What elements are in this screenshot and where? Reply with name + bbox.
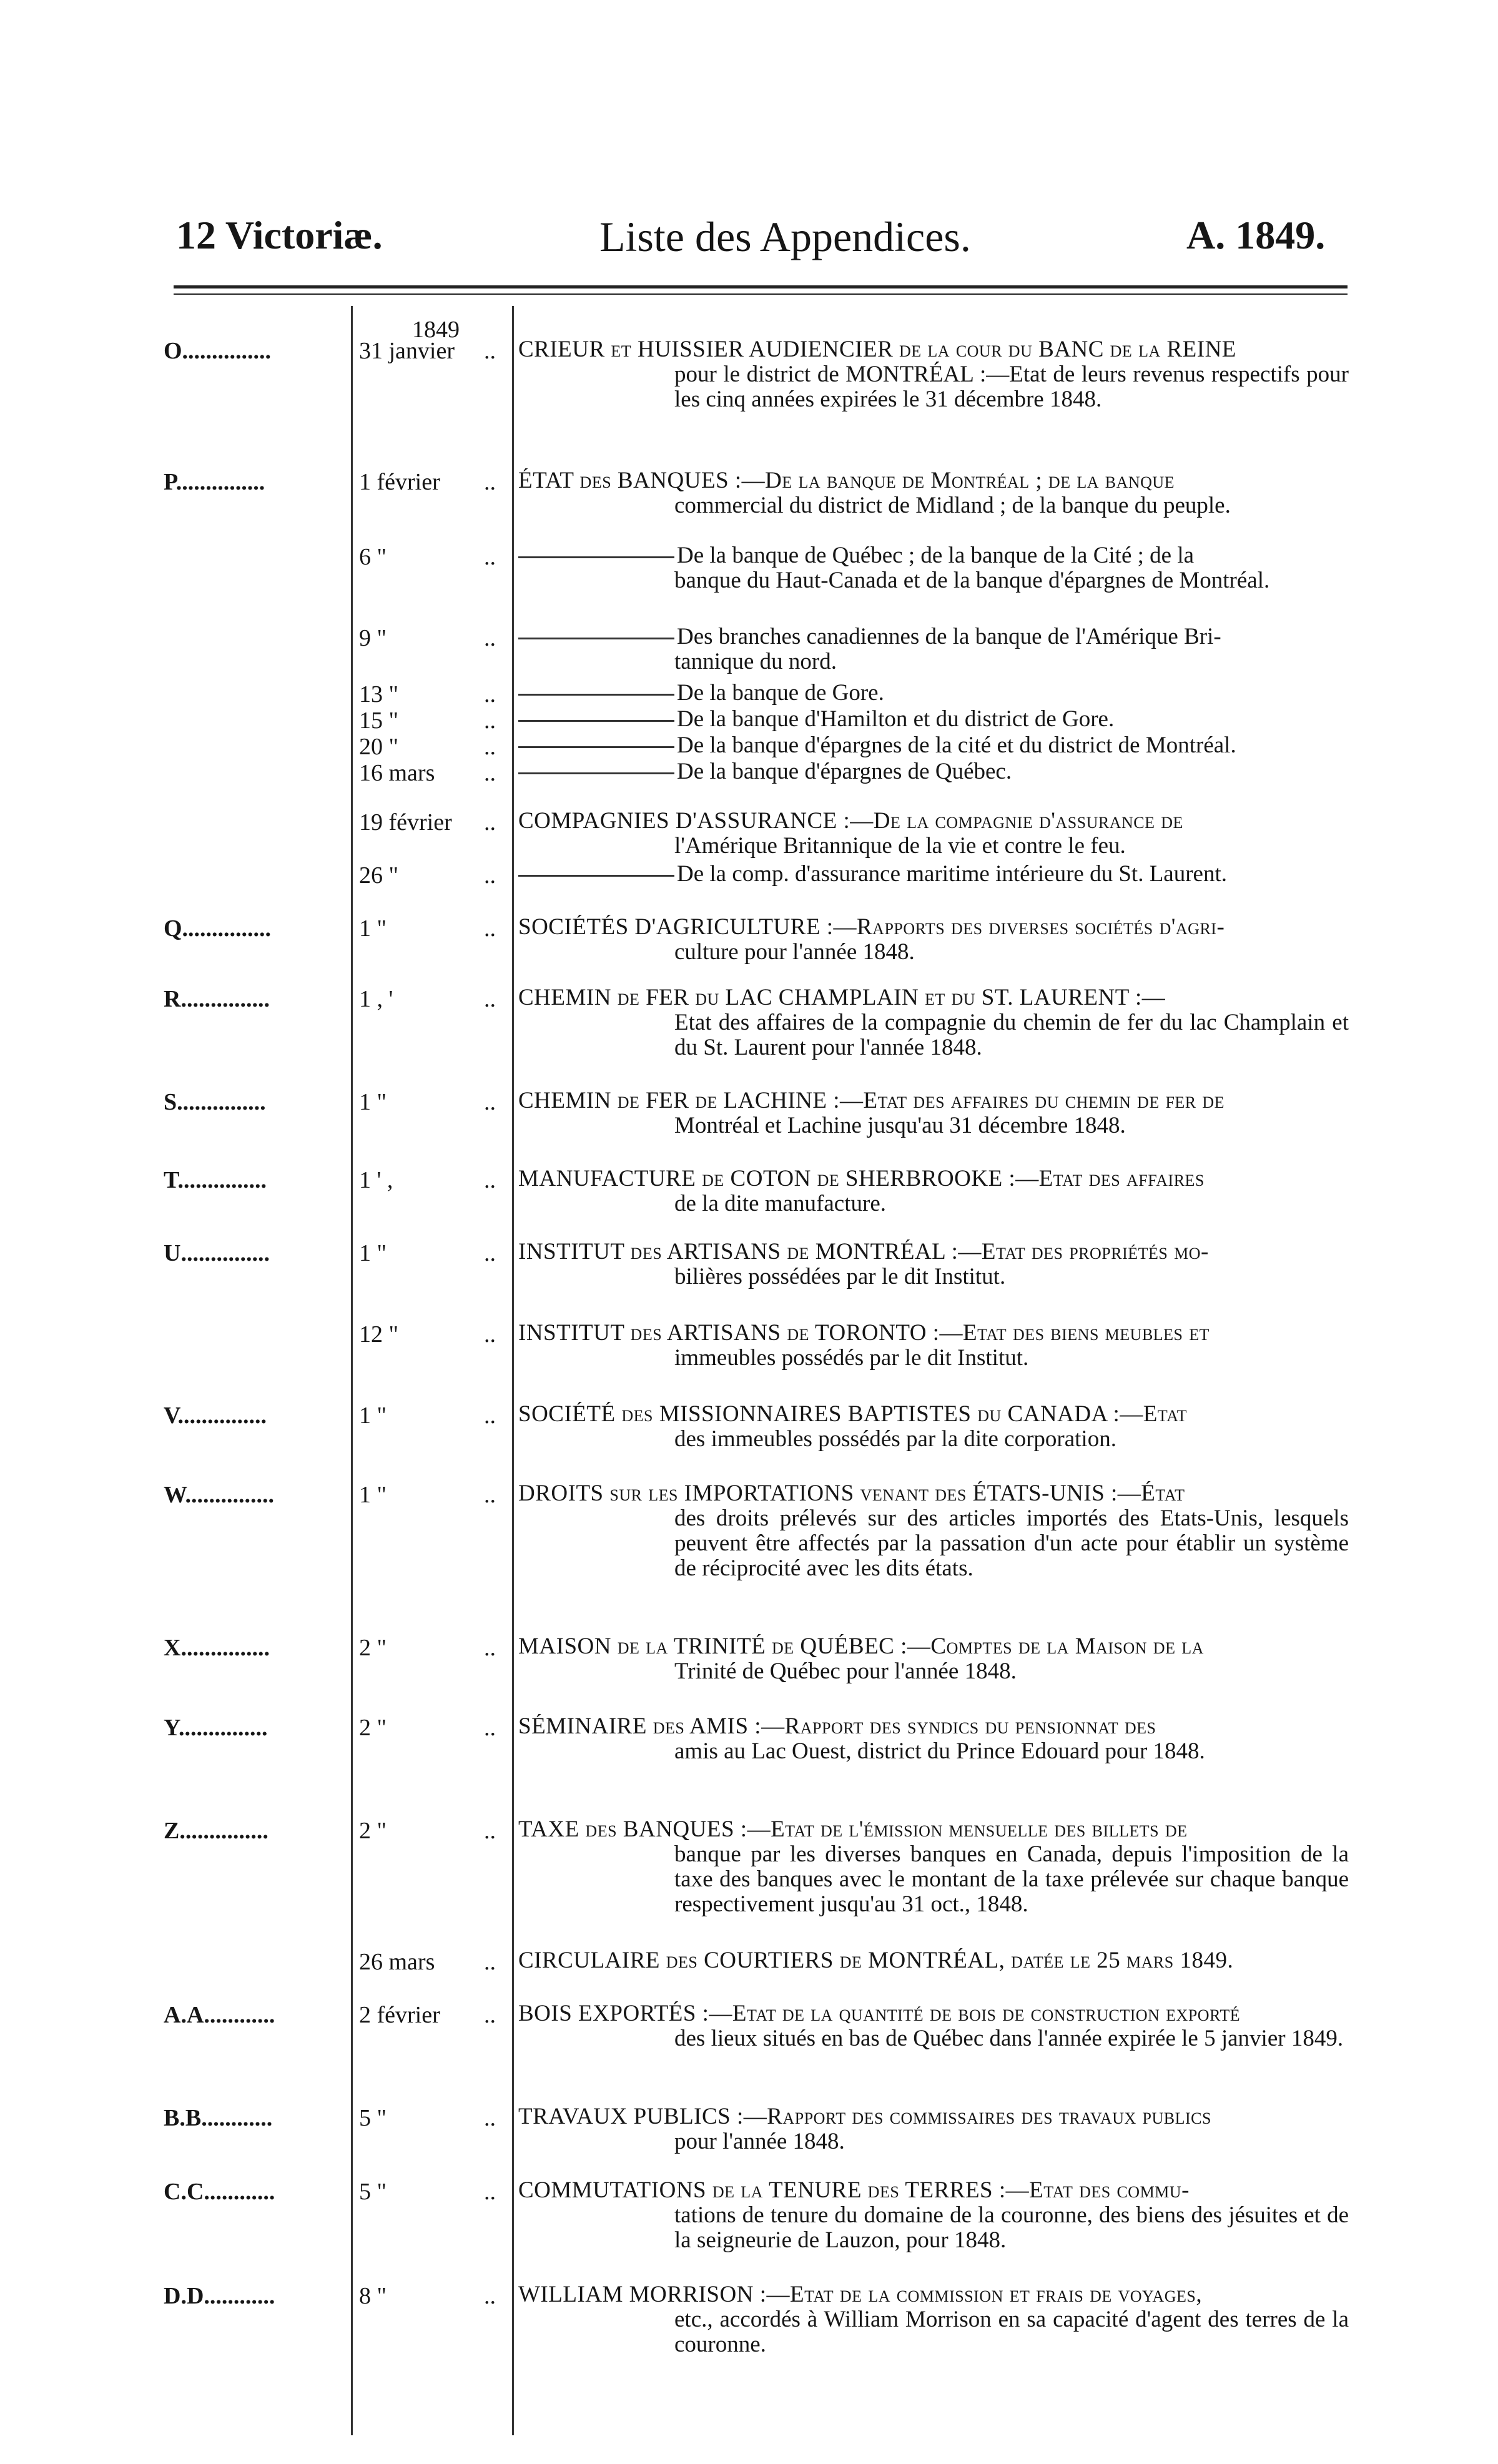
entry-continuation: pour le district de MONTRÉAL :—Etat de leurs revenus respectifs pour les cinq années expirées le 31 décembre 1848. [674,362,1349,412]
entry-heading: CRIEUR et HUISSIER AUDIENCIER de la cour du BANC de la REINE [518,337,1236,362]
entry-heading: CHEMIN de FER de LACHINE :—Etat des affaires du chemin de fer de [518,1088,1225,1113]
entry-continuation: Trinité de Québec pour l'année 1848. [674,1658,1017,1684]
entry-separator: .. [484,469,496,495]
entry-separator: .. [484,1321,496,1348]
entry-continuation: banque du Haut-Canada et de la banque d'épargnes de Montréal. [674,568,1270,593]
entry-separator: .. [484,1167,496,1193]
entry-separator: .. [484,1949,496,1975]
entry-heading: De la banque d'Hamilton et du district de Gore. [677,707,1115,732]
entry-text [518,2001,1349,2051]
entry-heading: CHEMIN de FER du LAC CHAMPLAIN et du ST. LAURENT :— [518,985,1166,1010]
entry-separator: .. [484,1635,496,1661]
entry-text [518,707,1349,732]
header-rule-thin [174,293,1348,295]
entry-separator: .. [484,734,496,760]
entry-text [518,1634,1349,1684]
entry-date: 13 " [359,681,399,707]
entry-date: 16 mars [359,760,435,786]
appendix-letter: S............... [164,1089,266,1115]
entry-date: 1 " [359,1482,387,1508]
appendix-letter: O............... [164,338,272,364]
entry-heading: De la banque de Québec ; de la banque de la Cité ; de la [677,543,1195,568]
entry-date: 1 " [359,915,387,942]
entry-text [518,1817,1349,1917]
entry-text [518,543,1349,593]
entry-text [518,468,1349,518]
entry-heading: SOCIÉTÉ des MISSIONNAIRES BAPTISTES du CANADA :—Etat [518,1402,1187,1427]
entry-heading: De la banque d'épargnes de Québec. [677,759,1012,784]
entry-heading: ÉTAT des BANQUES :—De la banque de Montréal ; de la banque [518,468,1175,493]
entry-text [518,1948,1349,1973]
appendix-letter: B.B............ [164,2105,273,2131]
appendix-letter: A.A............ [164,2002,275,2028]
entry-heading: INSTITUT des ARTISANS de TORONTO :—Etat des biens meubles et [518,1321,1210,1346]
appendix-letter: P............... [164,469,265,495]
appendix-letter: Y............... [164,1715,268,1741]
entry-date: 5 " [359,2105,387,2131]
entry-separator: .. [484,986,496,1012]
entry-text [518,681,1349,706]
entry-heading: De la banque d'épargnes de la cité et du district de Montréal. [677,733,1236,758]
entry-text [518,1321,1349,1371]
entry-date: 1 " [359,1089,387,1115]
entry-text [518,1714,1349,1764]
entry-date: 31 janvier [359,338,455,364]
entry-heading: De la banque de Gore. [677,681,884,706]
entry-date: 2 " [359,1715,387,1741]
entry-separator: .. [484,681,496,707]
entry-text [518,759,1349,784]
entry-heading: De la comp. d'assurance maritime intérieure du St. Laurent. [677,862,1227,887]
entry-separator: .. [484,338,496,364]
entry-text [518,733,1349,758]
entry-date: 15 " [359,707,399,734]
entry-continuation: pour l'année 1848. [674,2129,845,2154]
entry-date: 2 " [359,1635,387,1661]
entry-text [518,862,1349,887]
entry-heading: TRAVAUX PUBLICS :—Rapport des commissaires des travaux publics [518,2104,1211,2129]
entry-text [518,985,1349,1060]
entry-separator: .. [484,1715,496,1741]
entry-heading: INSTITUT des ARTISANS de MONTRÉAL :—Etat des propriétés mo- [518,1239,1209,1264]
entry-heading: COMPAGNIES D'ASSURANCE :—De la compagnie d'assurance de [518,809,1183,834]
appendix-letter: C.C............ [164,2179,275,2205]
entry-separator: .. [484,1818,496,1844]
entry-text [518,1239,1349,1289]
entry-continuation: commercial du district de Midland ; de la banque du peuple. [674,493,1231,518]
entry-date: 12 " [359,1321,399,1348]
entry-date: 1 ' , [359,1167,393,1193]
entry-heading: DROITS sur les IMPORTATIONS venant des ÉTATS-UNIS :—État [518,1481,1185,1506]
entry-separator: .. [484,2002,496,2028]
ditto-dash [518,746,674,748]
entry-date: 1 " [359,1240,387,1266]
entry-continuation: amis au Lac Ouest, district du Prince Edouard pour 1848. [674,1738,1205,1764]
ditto-dash [518,720,674,722]
entry-separator: .. [484,809,496,835]
entry-separator: .. [484,2105,496,2131]
entry-separator: .. [484,1240,496,1266]
entry-separator: .. [484,1482,496,1508]
entry-separator: .. [484,707,496,734]
entry-heading: SOCIÉTÉS D'AGRICULTURE :—Rapports des diverses sociétés d'agri- [518,915,1225,940]
entry-continuation: des immeubles possédés par la dite corporation. [674,1426,1116,1452]
entry-continuation: banque par les diverses banques en Canada, depuis l'imposition de la taxe des banques avec le montant de la taxe prélevée sur chaque banque respectivement jusqu'au 31 oct., 1848. [674,1841,1349,1917]
entry-heading: MAISON de la TRINITÉ de QUÉBEC :—Comptes de la Maison de la [518,1634,1204,1659]
entry-continuation: des droits prélevés sur des articles importés des Etats-Unis, lesquels peuvent être affectés par la passation d'un acte pour établir un système de réciprocité avec les dits états. [674,1506,1349,1581]
entry-date: 5 " [359,2179,387,2205]
entry-text [518,2282,1349,2357]
header-session: 12 Victoriæ. [176,213,383,257]
entry-date: 20 " [359,734,399,760]
entry-separator: .. [484,2283,496,2309]
entry-text [518,1481,1349,1581]
entry-date: 6 " [359,544,387,570]
entry-date: 1 " [359,1402,387,1429]
ditto-dash [518,556,674,558]
entry-date: 19 février [359,809,452,835]
entry-date: 26 " [359,862,399,889]
ditto-dash [518,875,674,877]
entry-continuation: culture pour l'année 1848. [674,939,915,965]
entry-date: 2 " [359,1818,387,1844]
column-divider-left [351,306,353,2435]
appendix-letter: R............... [164,986,270,1012]
appendix-letter: V............... [164,1402,267,1429]
appendix-letter: Z............... [164,1818,269,1844]
entry-date: 8 " [359,2283,387,2309]
appendix-letter: W............... [164,1482,275,1508]
entry-date: 26 mars [359,1949,435,1975]
entry-text [518,1166,1349,1216]
entry-separator: .. [484,915,496,942]
entry-separator: .. [484,1402,496,1429]
entry-continuation: bilières possédées par le dit Institut. [674,1264,1006,1289]
entry-separator: .. [484,2179,496,2205]
ditto-dash [518,772,674,774]
appendix-letter: T............... [164,1167,267,1193]
entry-separator: .. [484,760,496,786]
entry-separator: .. [484,544,496,570]
entry-text [518,2104,1349,2154]
entry-heading: COMMUTATIONS de la TENURE des TERRES :—Etat des commu- [518,2178,1190,2203]
entry-heading: TAXE des BANQUES :—Etat de l'émission mensuelle des billets de [518,1817,1188,1842]
entry-continuation: des lieux situés en bas de Québec dans l'année expirée le 5 janvier 1849. [674,2026,1344,2051]
year-heading: 1849 [412,317,460,343]
entry-text [518,624,1349,674]
ditto-dash [518,638,674,639]
entry-date: 1 février [359,469,440,495]
entry-separator: .. [484,1089,496,1115]
appendix-letter: X............... [164,1635,270,1661]
entry-continuation: immeubles possédés par le dit Institut. [674,1345,1029,1371]
entry-heading: CIRCULAIRE des COURTIERS de MONTRÉAL, datée le 25 mars 1849. [518,1948,1234,1973]
entry-heading: Des branches canadiennes de la banque de l'Amérique Bri- [677,624,1221,649]
entry-separator: .. [484,862,496,889]
entry-heading: MANUFACTURE de COTON de SHERBROOKE :—Etat des affaires [518,1166,1205,1191]
entry-heading: SÉMINAIRE des AMIS :—Rapport des syndics du pensionnat des [518,1714,1156,1739]
entry-date: 9 " [359,625,387,651]
header-year: A. 1849. [1186,213,1326,257]
entry-date: 2 février [359,2002,440,2028]
entry-continuation: de la dite manufacture. [674,1191,886,1216]
entry-continuation: l'Amérique Britannique de la vie et contre le feu. [674,833,1126,859]
entry-continuation: etc., accordés à William Morrison en sa capacité d'agent des terres de la couronne. [674,2307,1349,2357]
entry-heading: WILLIAM MORRISON :—Etat de la commission et frais de voyages, [518,2282,1203,2307]
header-title: Liste des Appendices. [599,213,971,260]
entry-text [518,809,1349,859]
entry-continuation: tations de tenure du domaine de la couronne, des biens des jésuites et de la seigneurie de Lauzon, pour 1848. [674,2202,1349,2253]
entry-text [518,337,1349,412]
entry-continuation: Etat des affaires de la compagnie du chemin de fer du lac Champlain et du St. Laurent pour l'année 1848. [674,1010,1349,1060]
entry-continuation: tannique du nord. [674,649,837,674]
ditto-dash [518,694,674,696]
entry-text [518,1402,1349,1452]
header-rule-thick [174,285,1348,288]
entry-text [518,915,1349,965]
page-header [0,0,1498,287]
entry-text [518,2178,1349,2253]
appendix-letter: D.D............ [164,2283,275,2309]
entry-heading: BOIS EXPORTÉS :—Etat de la quantité de bois de construction exporté [518,2001,1241,2026]
appendix-letter: Q............... [164,915,272,942]
entry-text [518,1088,1349,1138]
entry-continuation: Montréal et Lachine jusqu'au 31 décembre 1848. [674,1113,1126,1138]
entry-date: 1 , ' [359,986,393,1012]
appendix-letter: U............... [164,1240,270,1266]
entry-separator: .. [484,625,496,651]
